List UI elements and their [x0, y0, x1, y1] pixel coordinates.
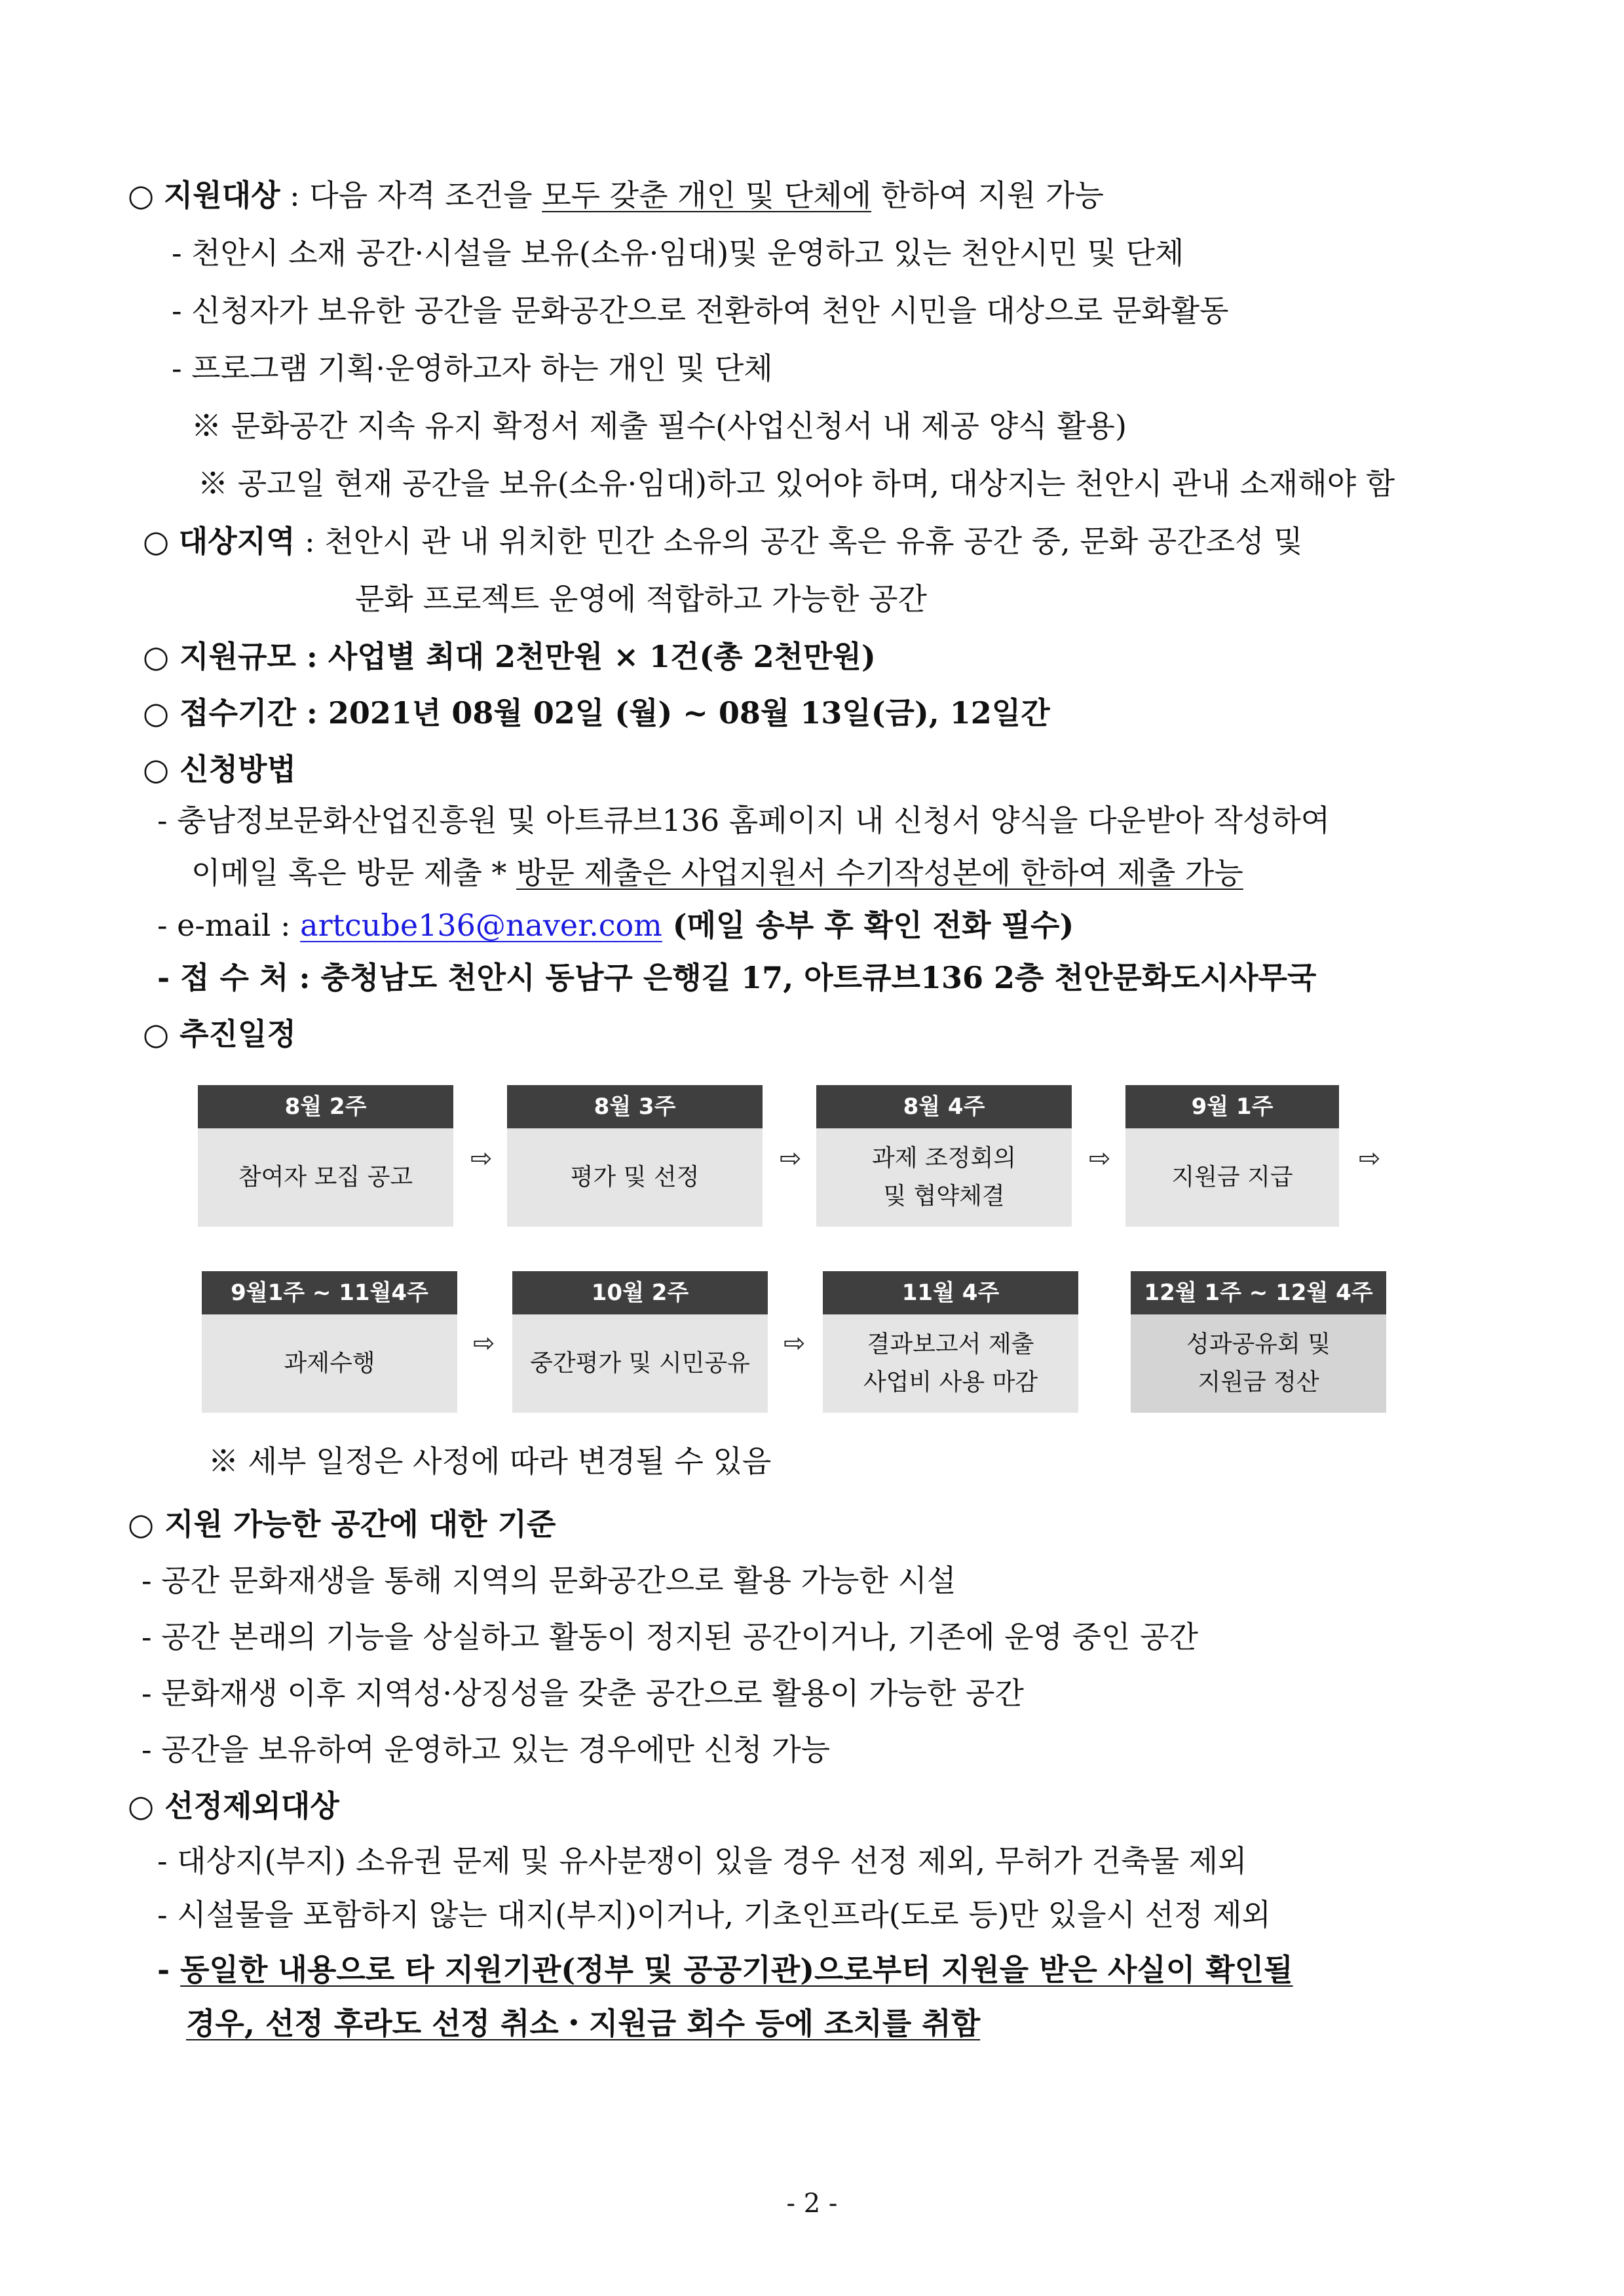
step-period: 8월 4주 [816, 1085, 1072, 1128]
step-period: 8월 3주 [507, 1085, 763, 1128]
eligibility-note: ※ 공고일 현재 공간을 보유(소유·임대)하고 있어야 하며, 대상지는 천안시 관내 소재해야 함 [198, 466, 1395, 501]
step-body: 평가 및 선정 [507, 1128, 763, 1227]
circle-bullet-icon: ○ [143, 524, 170, 559]
step-period: 10월 2주 [512, 1271, 768, 1314]
method-heading: ○ 신청방법 [143, 750, 296, 789]
circle-bullet-icon: ○ [143, 1016, 170, 1052]
eligibility-heading: ○ 지원대상 : 다음 자격 조건을 모두 갖춘 개인 및 단체에 한하여 지원 가능 [128, 176, 1104, 215]
schedule-step [1131, 1271, 1386, 1413]
eligibility-item: - 신청자가 보유한 공간을 문화공간으로 전환하여 천안 시민을 대상으로 문화활동 [172, 293, 1229, 328]
circle-bullet-icon: ○ [128, 1506, 155, 1542]
schedule-step [202, 1271, 457, 1413]
schedule-step [512, 1271, 768, 1413]
schedule-heading: ○ 추진일정 [143, 1014, 296, 1054]
target-area-heading: ○ 대상지역 : 천안시 관 내 위치한 민간 소유의 공간 혹은 유휴 공간 중, 문화 공간조성 및 [143, 522, 1303, 561]
step-period: 12월 1주 ~ 12월 4주 [1131, 1271, 1386, 1314]
method-line: - 충남정보문화산업진흥원 및 아트큐브136 홈페이지 내 신청서 양식을 다운받아 작성하여 [157, 803, 1331, 838]
circle-bullet-icon: ○ [128, 178, 155, 213]
right-arrow-icon: ⇨ [1089, 1143, 1111, 1174]
step-period: 9월1주 ~ 11월4주 [202, 1271, 457, 1314]
eligibility-item: - 천안시 소재 공간·시설을 보유(소유·임대)및 운영하고 있는 천안시민 및 단체 [172, 235, 1184, 271]
criteria-item: - 공간 문화재생을 통해 지역의 문화공간으로 활용 가능한 시설 [142, 1563, 956, 1598]
step-body: 결과보고서 제출 사업비 사용 마감 [823, 1314, 1078, 1413]
exclusion-item: - 시설물을 포함하지 않는 대지(부지)이거나, 기초인프라(도로 등)만 있을시 선정 제외 [157, 1897, 1271, 1932]
step-period: 8월 2주 [198, 1085, 453, 1128]
email-link[interactable]: artcube136@naver.com [300, 908, 662, 943]
page-number: - 2 - [786, 2189, 838, 2219]
circle-bullet-icon: ○ [143, 695, 170, 731]
eligibility-note: ※ 문화공간 지속 유지 확정서 제출 필수(사업신청서 내 제공 양식 활용) [191, 408, 1127, 444]
eligibility-item: - 프로그램 기획·운영하고자 하는 개인 및 단체 [172, 351, 773, 386]
schedule-step [1125, 1085, 1339, 1227]
exclusion-bold-item: 경우, 선정 후라도 선정 취소・지원금 회수 등에 조치를 취함 [186, 2006, 981, 2041]
target-area-line: 문화 프로젝트 운영에 적합하고 가능한 공간 [355, 581, 927, 617]
criteria-item: - 공간 본래의 기능을 상실하고 활동이 정지된 공간이거나, 기존에 운영 중인 공간 [142, 1619, 1198, 1655]
step-body: 지원금 지급 [1125, 1128, 1339, 1227]
step-body: 과제수행 [202, 1314, 457, 1413]
email-line: - e-mail : artcube136@naver.com (메일 송부 후 확인 전화 필수) [157, 908, 1074, 943]
circle-bullet-icon: ○ [143, 752, 170, 787]
method-line: 이메일 혹은 방문 제출 * 방문 제출은 사업지원서 수기작성본에 한하여 제출 가능 [191, 855, 1243, 890]
schedule-step [507, 1085, 763, 1227]
step-body: 과제 조정회의 및 협약체결 [816, 1128, 1072, 1227]
schedule-step [823, 1271, 1078, 1413]
application-period: ○ 접수기간 : 2021년 08월 02일 (월) ~ 08월 13일(금), 12일간 [143, 693, 1050, 733]
schedule-step [816, 1085, 1072, 1227]
step-period: 9월 1주 [1125, 1085, 1339, 1128]
exclusion-bold-item: - 동일한 내용으로 타 지원기관(정부 및 공공기관)으로부터 지원을 받은 사실이 확인될 [157, 1952, 1293, 1987]
circle-bullet-icon: ○ [128, 1788, 155, 1824]
criteria-heading: ○ 지원 가능한 공간에 대한 기준 [128, 1504, 556, 1544]
right-arrow-icon: ⇨ [784, 1328, 806, 1358]
step-body: 참여자 모집 공고 [198, 1128, 453, 1227]
step-body: 성과공유회 및 지원금 정산 [1131, 1314, 1386, 1413]
schedule-step [198, 1085, 453, 1227]
circle-bullet-icon: ○ [143, 639, 170, 674]
step-period: 11월 4주 [823, 1271, 1078, 1314]
exclusion-heading: ○ 선정제외대상 [128, 1786, 339, 1826]
right-arrow-icon: ⇨ [780, 1143, 802, 1174]
step-body: 중간평가 및 시민공유 [512, 1314, 768, 1413]
criteria-item: - 문화재생 이후 지역성·상징성을 갖춘 공간으로 활용이 가능한 공간 [142, 1675, 1024, 1711]
right-arrow-icon: ⇨ [1359, 1143, 1381, 1174]
office-address: - 접 수 처 : 충청남도 천안시 동남구 은행길 17, 아트큐브136 2층 천안문화도시사무국 [157, 960, 1317, 995]
schedule-note: ※ 세부 일정은 사정에 따라 변경될 수 있음 [208, 1444, 772, 1479]
right-arrow-icon: ⇨ [470, 1143, 493, 1174]
support-scale: ○ 지원규모 : 사업별 최대 2천만원 × 1건(총 2천만원) [143, 637, 876, 676]
exclusion-item: - 대상지(부지) 소유권 문제 및 유사분쟁이 있을 경우 선정 제외, 무허가 건축물 제외 [157, 1843, 1247, 1879]
right-arrow-icon: ⇨ [473, 1328, 495, 1358]
criteria-item: - 공간을 보유하여 운영하고 있는 경우에만 신청 가능 [142, 1732, 831, 1767]
